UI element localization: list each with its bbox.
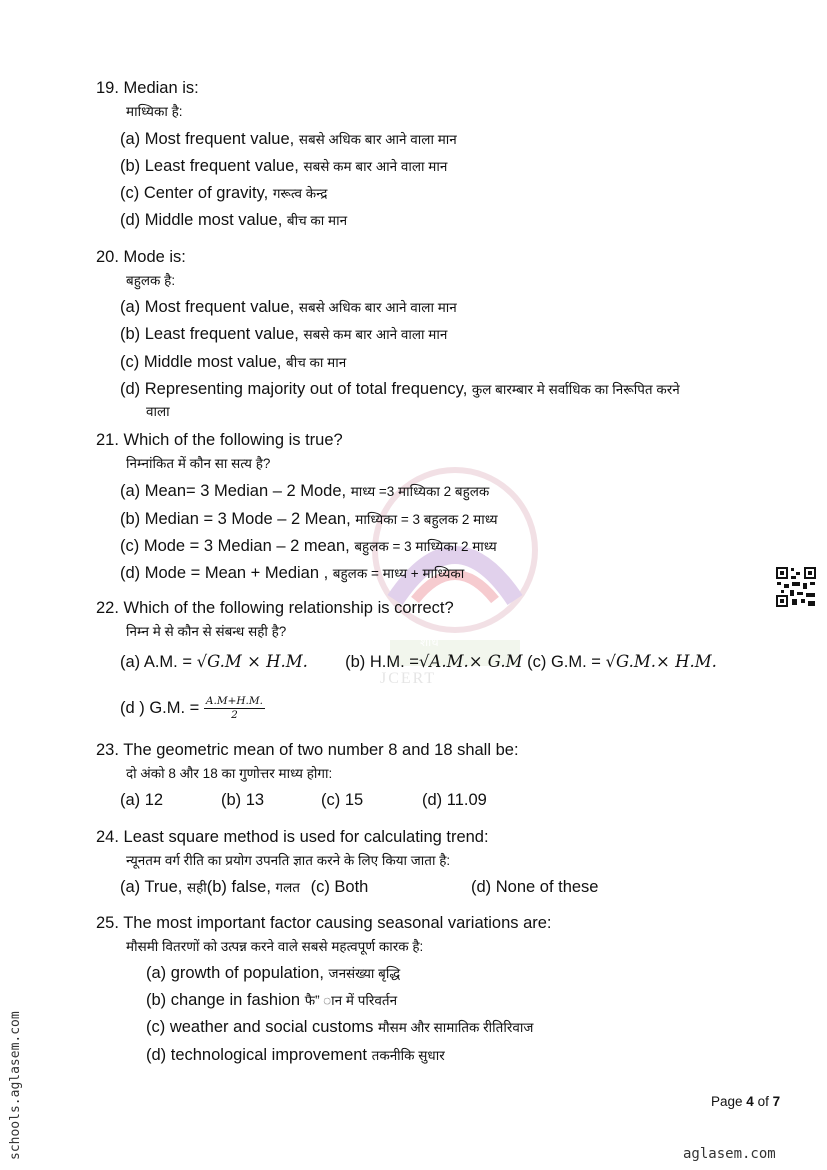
q23-hindi: दो अंको 8 और 18 का गुणोत्तर माध्य होगा: <box>126 766 333 781</box>
q21-option-a: (a) Mean= 3 Median – 2 Mode, माध्य =3 माध्यिका 2 बहुलक <box>120 482 490 500</box>
watermark-text-2: शोध <box>420 635 439 649</box>
q22-option-d: (d ) G.M. = $\frac{A.M+H.M.}{2}$ <box>120 695 263 721</box>
q20-option-d-cont: वाला <box>146 404 170 419</box>
q21-option-c: (c) Mode = 3 Median – 2 mean, बहुलक = 3 माध्यिका 2 माध्य <box>120 537 497 555</box>
q20-option-d: (d) Representing majority out of total frequency, कुल बारम्बार मे सर्वाधिक का निरूपित करने <box>120 380 680 398</box>
q19-title: 19. Median is: <box>96 79 199 97</box>
q23-option-a: (a) 12 <box>120 791 164 809</box>
q21-option-d: (d) Mode = Mean + Median , बहुलक = माध्य + माध्यिका <box>120 564 465 582</box>
q20-option-c: (c) Middle most value, बीच का मान <box>120 353 347 371</box>
q25-title: 25. The most important factor causing seasonal variations are: <box>96 914 552 932</box>
q20-hindi: बहुलक है: <box>126 273 176 288</box>
q21-hindi: निम्नांकित में कौन सा सत्य है? <box>126 456 271 471</box>
q24-hindi: न्यूनतम वर्ग रीति का प्रयोग उपनति ज्ञात करने के लिए किया जाता है: <box>126 853 451 868</box>
q24-option-d: (d) None of these <box>471 878 599 896</box>
q25-option-a: (a) growth of population, जनसंख्या बृद्धि <box>146 964 401 982</box>
q21-option-b: (b) Median = 3 Mode – 2 Mean, माध्यिका = 3 बहुलक 2 माध्य <box>120 510 498 528</box>
q25-hindi: मौसमी वितरणों को उत्पन्न करने वाले सबसे महत्वपूर्ण कारक है: <box>126 939 424 954</box>
q19-option-c: (c) Center of gravity, गरूत्व केन्द्र <box>120 184 328 202</box>
watermark-text-1: नवोन्मेष <box>355 635 390 649</box>
q21-title: 21. Which of the following is true? <box>96 431 343 449</box>
q23-option-b: (b) 13 <box>221 791 265 809</box>
q22-fraction: $\frac{A.M+H.M.}{2}$ <box>205 695 263 721</box>
q25-option-b: (b) change in fashion फै” ान में परिवर्तन <box>146 991 398 1009</box>
q25-option-d: (d) technological improvement तकनीकि सुधार <box>146 1046 445 1064</box>
q20-option-b: (b) Least frequent value, सबसे कम बार आने वाला मान <box>120 325 448 343</box>
q20-option-a: (a) Most frequent value, सबसे अधिक बार आने वाला मान <box>120 298 457 316</box>
q19-option-d: (d) Middle most value, बीच का मान <box>120 211 348 229</box>
watermark-text-3: JCERT <box>380 670 437 687</box>
q24-title: 24. Least square method is used for calculating trend: <box>96 828 489 846</box>
qr-code <box>775 566 817 608</box>
q22-options-abc: (a) A.M. = √G.M × H.M. (b) H.M. =√A.M.× G.M (c) G.M. = √G.M.× H.M. <box>120 652 717 671</box>
q19-hindi: माध्यिका है: <box>126 104 183 119</box>
footer-url: aglasem.com <box>683 1146 776 1162</box>
side-url-text: schools.aglasem.com <box>8 1011 23 1160</box>
q23-option-d: (d) 11.09 <box>422 791 487 809</box>
q20-title: 20. Mode is: <box>96 248 186 266</box>
q24-options-abc: (a) True, सही(b) false, गलत (c) Both <box>120 878 369 896</box>
q23-title: 23. The geometric mean of two number 8 and 18 shall be: <box>96 741 519 759</box>
q25-option-c: (c) weather and social customs मौसम और सामातिक रीतिरिवाज <box>146 1018 534 1036</box>
q23-option-c: (c) 15 <box>321 791 364 809</box>
q19-option-a: (a) Most frequent value, सबसे अधिक बार आने वाला मान <box>120 130 457 148</box>
q22-title: 22. Which of the following relationship is correct? <box>96 599 454 617</box>
q22-hindi: निम्न मे से कौन से संबन्ध सही है? <box>126 624 287 639</box>
page-number: Page 4 of 7 <box>711 1094 781 1109</box>
q19-option-b: (b) Least frequent value, सबसे कम बार आने वाला मान <box>120 157 448 175</box>
